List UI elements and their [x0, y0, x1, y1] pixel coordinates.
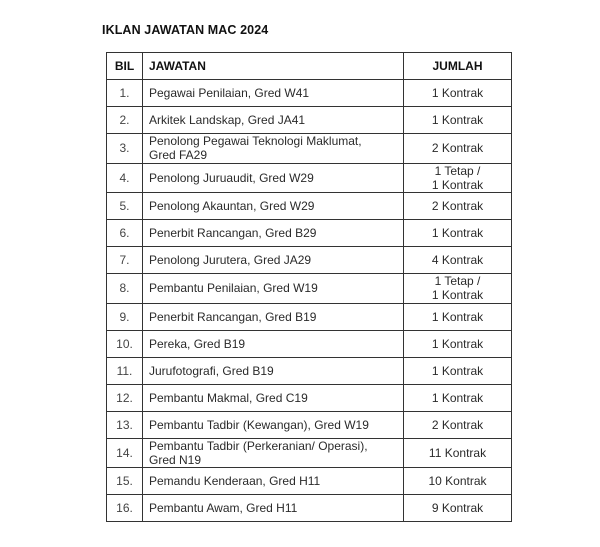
table-row: [107, 107, 512, 134]
row-number: 14.: [107, 438, 143, 468]
position-count-line: 1 Kontrak: [431, 177, 484, 192]
row-number: 7.: [107, 247, 143, 274]
document-title: IKLAN JAWATAN MAC 2024: [102, 23, 269, 37]
position-name-line: Gred FA29: [149, 148, 208, 163]
position-count-line: 1 Kontrak: [431, 390, 484, 405]
position-name: Penerbit Rancangan, Gred B29: [143, 220, 404, 247]
position-name: [143, 134, 404, 164]
position-count-line: 1 Kontrak: [431, 226, 484, 240]
position-count: [404, 247, 512, 274]
position-name: Penolong Jurutera, Gred JA29: [143, 247, 404, 274]
position-name: Penolong Akauntan, Gred W29: [143, 193, 404, 220]
position-count-line: 1 Kontrak: [431, 336, 484, 351]
table-row: [107, 163, 512, 193]
row-number: 3.: [107, 134, 143, 164]
position-count-line: 1 Tetap /: [434, 163, 481, 178]
position-name-line: Gred N19: [149, 452, 202, 467]
position-name-line: Pembantu Tadbir (Perkeranian/ Operasi),: [149, 438, 368, 453]
table-row: [107, 468, 512, 495]
row-number: 6.: [107, 220, 143, 247]
position-count-line: 1 Kontrak: [431, 86, 484, 100]
position-count: [404, 330, 512, 357]
position-name: Pegawai Penilaian, Gred W41: [143, 80, 404, 107]
table-row: [107, 220, 512, 247]
position-count: [404, 384, 512, 411]
position-count: [404, 468, 512, 495]
row-number: 16.: [107, 495, 143, 522]
row-number: 8.: [107, 274, 143, 304]
table-row: [107, 357, 512, 384]
position-count-line: 1 Kontrak: [431, 309, 484, 324]
table-row: [107, 495, 512, 522]
position-count: [404, 134, 512, 164]
position-name: Arkitek Landskap, Gred JA41: [143, 107, 404, 134]
row-number: 1.: [107, 80, 143, 107]
position-count: [404, 80, 512, 107]
table-row: [107, 80, 512, 107]
table-row: [107, 274, 512, 304]
position-count: [404, 303, 512, 330]
position-name: Jurufotografi, Gred B19: [143, 357, 404, 384]
row-number: 10.: [107, 330, 143, 357]
position-count-line: 4 Kontrak: [431, 253, 484, 267]
row-number: 12.: [107, 384, 143, 411]
row-number: 2.: [107, 107, 143, 134]
position-count-line: 1 Kontrak: [431, 288, 484, 303]
table-row: [107, 384, 512, 411]
position-count-line: 10 Kontrak: [428, 474, 487, 488]
table-row: [107, 438, 512, 468]
position-name: [143, 438, 404, 468]
position-count: [404, 193, 512, 220]
position-name: Pembantu Tadbir (Kewangan), Gred W19: [143, 411, 404, 438]
position-name-line: Penolong Pegawai Teknologi Maklumat,: [149, 134, 362, 149]
table-header-row: [107, 53, 512, 80]
row-number: 9.: [107, 303, 143, 330]
table-row: [107, 303, 512, 330]
position-count: [404, 357, 512, 384]
table-row: [107, 193, 512, 220]
position-count-line: 9 Kontrak: [431, 501, 484, 515]
row-number: 5.: [107, 193, 143, 220]
header-jumlah: JUMLAH: [404, 53, 512, 80]
position-count: [404, 438, 512, 468]
position-name: Pembantu Makmal, Gred C19: [143, 384, 404, 411]
table-row: [107, 134, 512, 164]
position-count: [404, 495, 512, 522]
position-count-line: 1 Kontrak: [431, 113, 484, 127]
header-jawatan: JAWATAN: [143, 53, 404, 80]
row-number: 13.: [107, 411, 143, 438]
position-count-line: 2 Kontrak: [431, 141, 484, 156]
table-row: [107, 247, 512, 274]
position-name: Pembantu Penilaian, Gred W19: [143, 274, 404, 304]
position-name: Penerbit Rancangan, Gred B19: [143, 303, 404, 330]
position-count-line: 2 Kontrak: [431, 199, 484, 213]
position-count-line: 1 Tetap /: [434, 274, 481, 289]
table-row: [107, 330, 512, 357]
header-bil: BIL: [107, 53, 143, 80]
position-count-line: 11 Kontrak: [428, 445, 487, 460]
table-row: [107, 411, 512, 438]
position-count: [404, 411, 512, 438]
position-count-line: 1 Kontrak: [431, 363, 484, 378]
position-name: Penolong Juruaudit, Gred W29: [143, 163, 404, 193]
position-name: Pembantu Awam, Gred H11: [143, 495, 404, 522]
position-count: [404, 220, 512, 247]
position-count: [404, 274, 512, 304]
row-number: 4.: [107, 163, 143, 193]
row-number: 11.: [107, 357, 143, 384]
job-vacancy-table: [106, 52, 512, 522]
position-name: Pereka, Gred B19: [143, 330, 404, 357]
row-number: 15.: [107, 468, 143, 495]
position-name: Pemandu Kenderaan, Gred H11: [143, 468, 404, 495]
position-count: [404, 163, 512, 193]
position-count: [404, 107, 512, 134]
position-count-line: 2 Kontrak: [431, 417, 484, 432]
